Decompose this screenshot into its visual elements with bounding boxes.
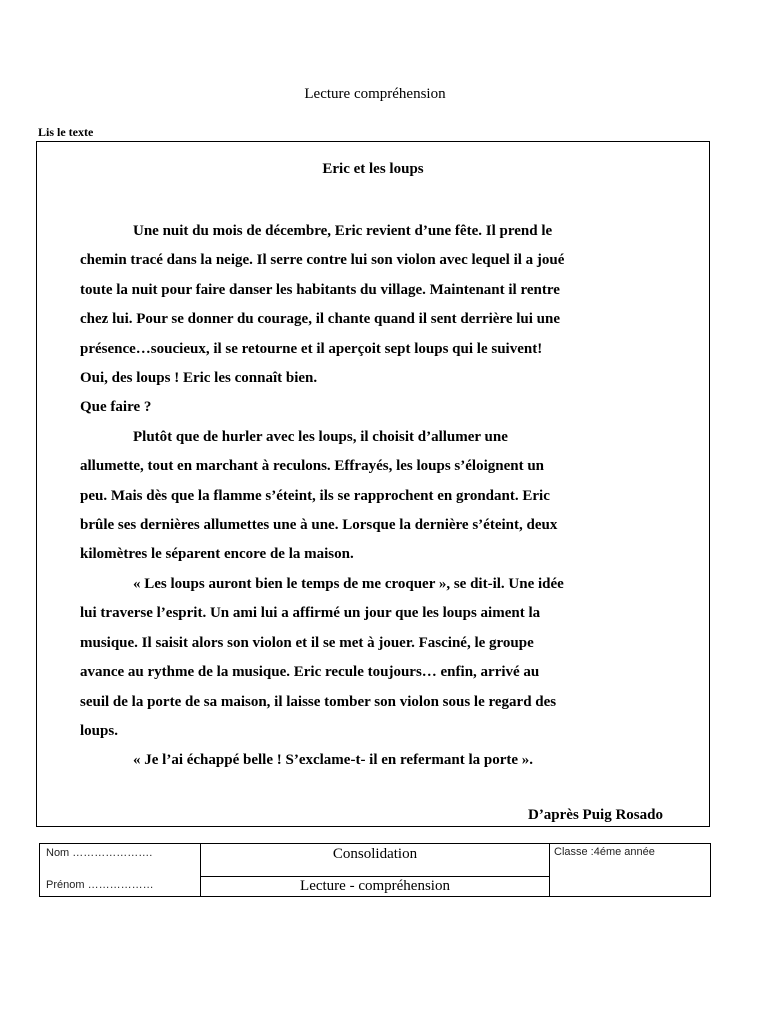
story-line: avance au rythme de la musique. Eric recule toujours… enfin, arrivé au (80, 664, 540, 681)
story-title: Eric et les loups (322, 161, 424, 177)
story-line: brûle ses dernières allumettes une à une. Lorsque la dernière s’éteint, deux (80, 517, 558, 534)
instruction-label: Lis le texte (38, 125, 94, 139)
name-field: Nom …………………. (46, 847, 153, 859)
story-line: loups. (80, 722, 118, 739)
page-title: Lecture compréhension (304, 86, 446, 102)
story-line: Une nuit du mois de décembre, Eric revient d’une fête. Il prend le (133, 223, 553, 239)
story-line: seuil de la porte de sa maison, il laisse tomber son violon sous le regard des (80, 693, 557, 710)
story-line: Oui, des loups ! Eric les connaît bien. (80, 370, 318, 387)
name-cell (40, 844, 201, 897)
story-line: lui traverse l’esprit. Un ami lui a affirmé un jour que les loups aiment la (80, 605, 541, 622)
story-line: présence…soucieux, il se retourne et il aperçoit sept loups qui le suivent! (80, 340, 543, 357)
story-line: allumette, tout en marchant à reculons. Effrayés, les loups s’éloignent un (80, 458, 545, 475)
subject-cell: Lecture - compréhension (201, 877, 550, 897)
story-line: Que faire ? (80, 399, 152, 416)
story-line: « Les loups auront bien le temps de me croquer », se dit-il. Une idée (133, 575, 564, 592)
story-line: peu. Mais dès que la flamme s’éteint, ils se rapprochent en grondant. Eric (80, 487, 550, 504)
story-line: musique. Il saisit alors son violon et il se met à jouer. Fasciné, le groupe (80, 634, 534, 651)
consolidation-cell: Consolidation (201, 844, 550, 877)
story-line: toute la nuit pour faire danser les habitants du village. Maintenant il rentre (80, 281, 560, 298)
story-text (80, 217, 690, 776)
firstname-field: Prénom ……………… (46, 879, 154, 891)
story-line: chemin tracé dans la neige. Il serre contre lui son violon avec lequel il a joué (80, 252, 565, 269)
story-line: kilomètres le séparent encore de la maison. (80, 546, 354, 563)
student-info-table (39, 843, 711, 897)
class-cell: Classe :4éme année (550, 844, 711, 897)
story-line: « Je l’ai échappé belle ! S’exclame-t- il en refermant la porte ». (133, 752, 534, 769)
story-line: Plutôt que de hurler avec les loups, il choisit d’allumer une (133, 428, 508, 445)
story-line: chez lui. Pour se donner du courage, il chante quand il sent derrière lui une (80, 311, 561, 328)
attribution: D’après Puig Rosado (527, 807, 663, 823)
